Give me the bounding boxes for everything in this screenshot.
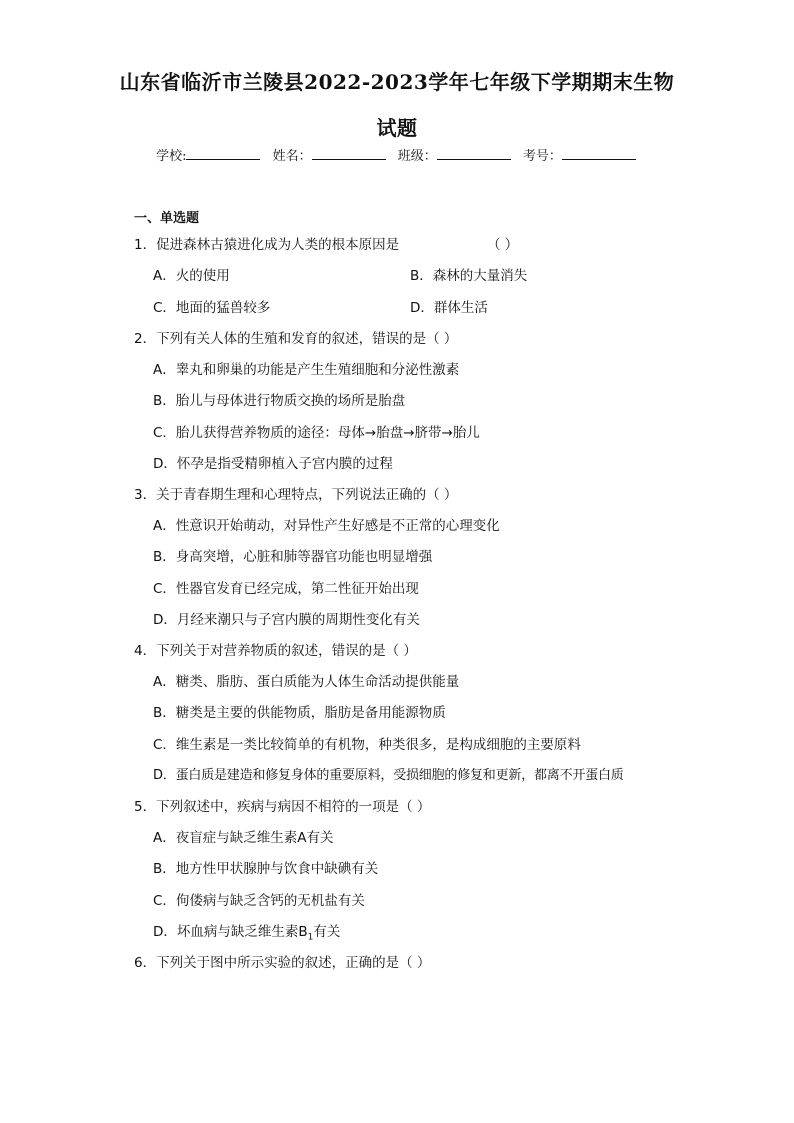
number-label: 考号： xyxy=(522,149,562,164)
option-c: C．维生素是一类比较简单的有机物，种类很多，是构成细胞的主要原料 xyxy=(153,737,581,753)
page-title: 山东省临沂市兰陵县2022-2023学年七年级下学期期末生物 xyxy=(119,70,675,94)
question-stem: 4．下列关于对营养物质的叙述，错误的是（ ） xyxy=(134,643,417,659)
school-blank xyxy=(186,147,260,160)
option-d-suffix: 有关 xyxy=(313,924,341,940)
section-heading: 一、单选题 xyxy=(134,211,200,226)
option-d: D．群体生活 xyxy=(410,300,488,316)
number-blank xyxy=(562,147,636,160)
option-a: A．睾丸和卵巢的功能是产生生殖细胞和分泌性激素 xyxy=(153,362,460,378)
option-c: C．地面的猛兽较多 xyxy=(153,300,271,316)
question-stem: 3．关于青春期生理和心理特点，下列说法正确的（ ） xyxy=(134,487,458,503)
class-blank xyxy=(437,147,511,160)
name-label: 姓名： xyxy=(272,149,312,164)
option-b: B．身高突增，心脏和肺等器官功能也明显增强 xyxy=(153,549,433,565)
option-b: B．森林的大量消失 xyxy=(410,268,528,284)
option-b: B．胎儿与母体进行物质交换的场所是胎盘 xyxy=(153,393,406,409)
school-label: 学校: xyxy=(156,149,187,164)
question-stem: 2．下列有关人体的生殖和发育的叙述，错误的是（ ） xyxy=(134,331,458,347)
subscript: 1 xyxy=(307,932,314,943)
class-label: 班级： xyxy=(397,149,437,164)
option-d-text: D．坏血病与缺乏维生素B xyxy=(153,924,308,940)
option-b: B．糖类是主要的供能物质，脂肪是备用能源物质 xyxy=(153,705,446,721)
option-d: D．月经来潮只与子宫内膜的周期性变化有关 xyxy=(153,612,420,628)
name-blank xyxy=(312,147,386,160)
option-d xyxy=(153,920,340,943)
question-stem: 5．下列叙述中，疾病与病因不相符的一项是（ ） xyxy=(134,799,431,815)
option-a: A．性意识开始萌动，对异性产生好感是不正常的心理变化 xyxy=(153,518,500,534)
option-a: A．火的使用 xyxy=(153,268,230,284)
option-d: D．怀孕是指受精卵植入子宫内膜的过程 xyxy=(153,456,393,472)
option-c: C．佝偻病与缺乏含钙的无机盐有关 xyxy=(153,893,365,909)
option-c: C．性器官发育已经完成，第二性征开始出现 xyxy=(153,581,419,597)
question-stem: 1．促进森林古猿进化成为人类的根本原因是 xyxy=(134,237,400,253)
answer-paren: （ ） xyxy=(487,237,519,253)
option-a: A．夜盲症与缺乏维生素A有关 xyxy=(153,830,334,846)
option-c: C．胎儿获得营养物质的途径：母体→胎盘→脐带→胎儿 xyxy=(153,425,480,441)
question-stem: 6．下列关于图中所示实验的叙述，正确的是（ ） xyxy=(134,955,431,971)
option-a: A．糖类、脂肪、蛋白质能为人体生命活动提供能量 xyxy=(153,674,460,690)
option-d: D．蛋白质是建造和修复身体的重要原料，受损细胞的修复和更新，都离不开蛋白质 xyxy=(153,768,624,783)
page-title-continued: 试题 xyxy=(376,116,418,140)
option-b: B．地方性甲状腺肿与饮食中缺碘有关 xyxy=(153,861,379,877)
student-info-row xyxy=(0,145,794,164)
